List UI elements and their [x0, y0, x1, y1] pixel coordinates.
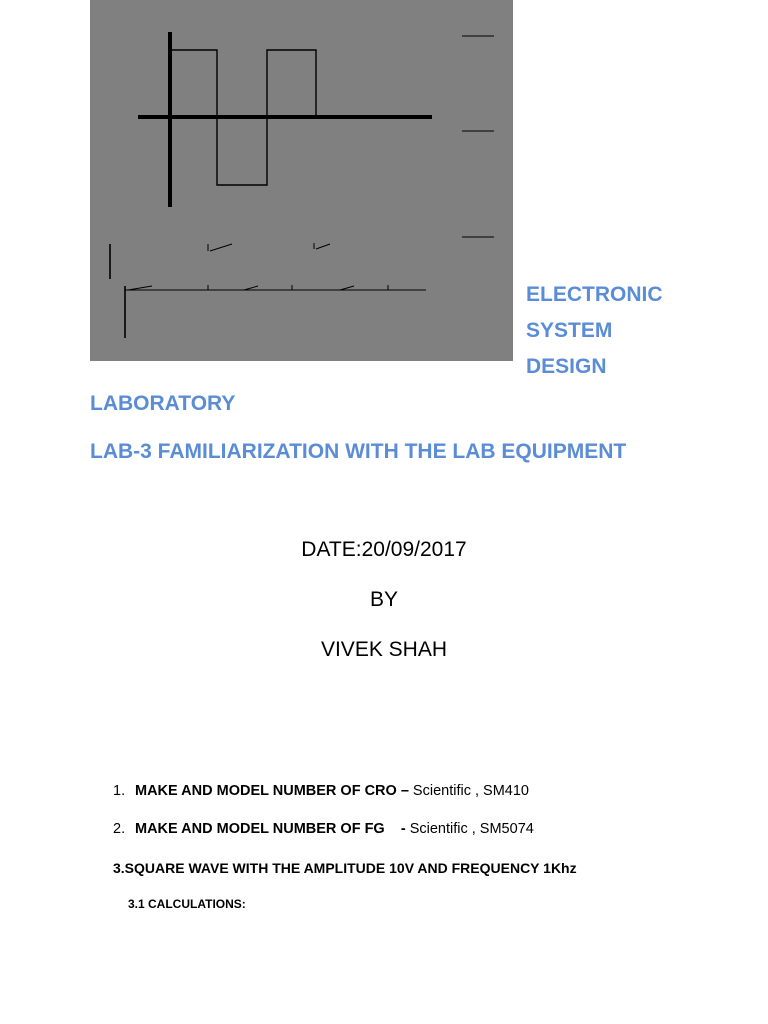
- item-label: MAKE AND MODEL NUMBER OF FG: [135, 821, 385, 837]
- waveform-figure: [90, 0, 513, 361]
- list-number: 2.: [113, 821, 126, 837]
- list-item-cro: [113, 784, 529, 799]
- item-value: Scientific , SM5074: [409, 821, 534, 837]
- title-line-design: DESIGN: [526, 355, 607, 378]
- by-line: BY: [369, 588, 398, 611]
- square-wave-diagram: [90, 0, 513, 361]
- item-label: MAKE AND MODEL NUMBER OF CRO –: [135, 783, 409, 799]
- lab-subtitle: LAB-3 FAMILIARIZATION WITH THE LAB EQUIPMENT: [90, 440, 627, 463]
- item-value: Scientific , SM410: [408, 783, 529, 799]
- author-name: VIVEK SHAH: [320, 638, 448, 661]
- title-line-electronic: ELECTRONIC: [526, 283, 663, 306]
- title-line-system: SYSTEM: [526, 319, 613, 342]
- item-separator: -: [384, 821, 410, 837]
- list-item-fg: [113, 822, 534, 837]
- section-3-1-heading: 3.1 CALCULATIONS:: [128, 897, 246, 911]
- list-number: 1.: [113, 783, 126, 799]
- section-3-heading: 3.SQUARE WAVE WITH THE AMPLITUDE 10V AND FREQUENCY 1Khz: [113, 860, 577, 876]
- date-line: DATE:20/09/2017: [301, 538, 467, 561]
- title-line-laboratory: LABORATORY: [90, 392, 236, 415]
